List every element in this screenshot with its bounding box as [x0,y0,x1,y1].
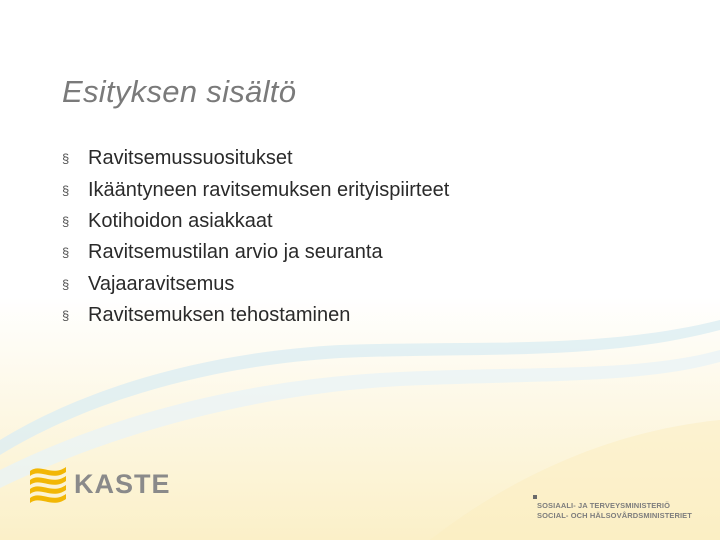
bullet-text: Ravitsemussuositukset [88,147,293,170]
bullet-text: Kotihoidon asiakkaat [88,209,273,232]
kaste-wave-icon [28,463,68,505]
bullet-list [62,143,449,331]
ministry-name-sv: SOCIAL- OCH HÄLSOVÅRDSMINISTERIET [537,511,692,520]
bullet-marker: § [62,182,70,198]
bullet-text: Vajaaravitsemus [88,272,235,295]
bullet-text: Ravitsemustilan arvio ja seuranta [88,241,383,264]
ministry-dot-icon [533,495,537,499]
bullet-marker: § [62,213,70,229]
list-item [62,269,449,300]
bullet-marker: § [62,151,70,167]
ministry-name-fi: SOSIAALI- JA TERVEYSMINISTERIÖ [537,501,671,510]
list-item [62,143,449,174]
list-item [62,237,449,268]
kaste-logo-text: KASTE [74,468,171,499]
slide-title: Esityksen sisältö [62,74,297,109]
bullet-text: Ikääntyneen ravitsemuksen erityispiirteet [88,178,450,201]
list-item [62,300,449,331]
bullet-text: Ravitsemuksen tehostaminen [88,304,351,327]
bullet-marker: § [62,276,70,292]
bullet-marker: § [62,308,70,324]
bullet-marker: § [62,245,70,261]
list-item [62,174,449,205]
kaste-logo [28,463,171,505]
list-item [62,206,449,237]
